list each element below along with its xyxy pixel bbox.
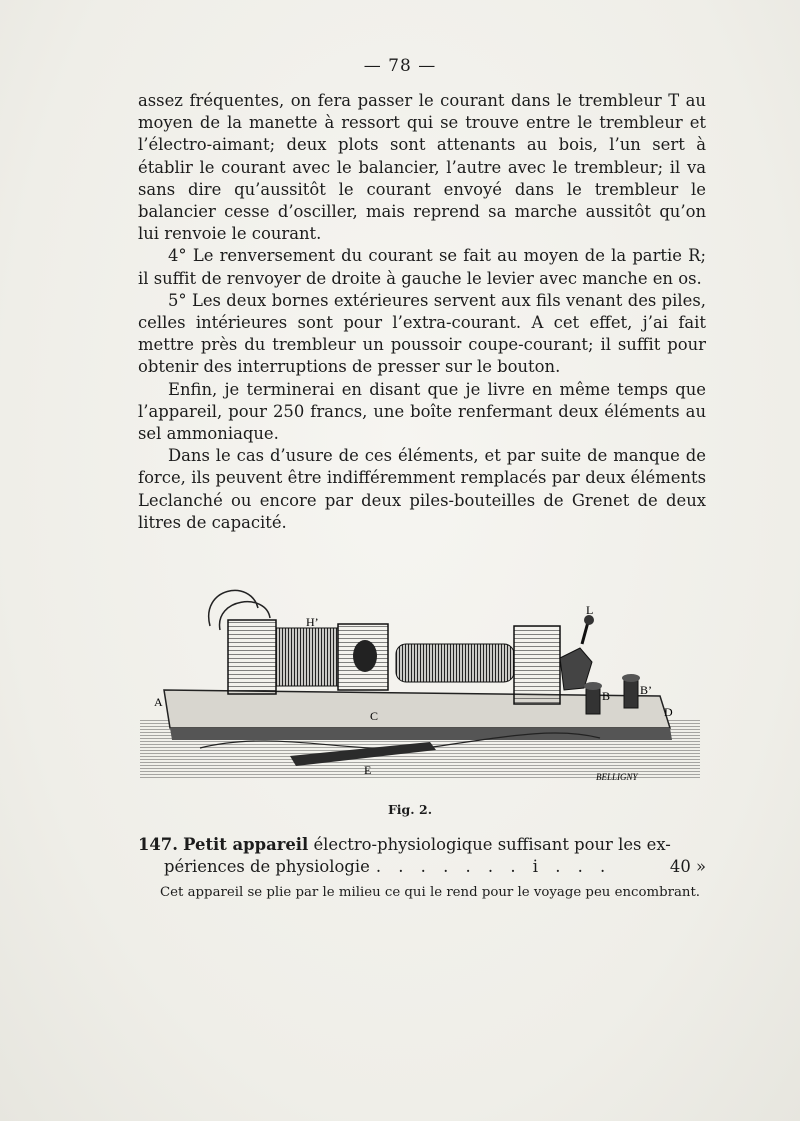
label-d: D — [664, 705, 673, 719]
terminal-b-top — [584, 682, 602, 690]
page-number: — 78 — — [363, 56, 437, 76]
left-block — [228, 620, 276, 694]
paragraph-5: Dans le cas d’usure de ces éléments, et par suite de manque de force, ils peuvent être indifféremment remplacés par deux éléments Leclanché ou encore par deux piles-bouteilles de Grenet de deux litres de capacité. — [138, 446, 706, 532]
entry-line-2 — [138, 856, 706, 878]
label-a: A — [154, 695, 163, 709]
label-c: C — [370, 709, 379, 723]
body-text — [138, 90, 706, 534]
entry-note: Cet appareil se plie par le milieu ce qui le rend pour le voyage peu encombrant. — [160, 885, 701, 900]
left-coil — [276, 628, 338, 686]
entry-number: 147. — [138, 835, 178, 854]
entry-title-cont: périences de physiologie — [164, 857, 370, 876]
label-b-prime: B’ — [640, 683, 652, 697]
base-edge — [170, 728, 672, 740]
apparatus-illustration — [140, 578, 700, 790]
apparatus-engraving — [140, 578, 700, 790]
paragraph-2: 4° Le renversement du courant se fait au moyen de la partie R; il suffit de renvoyer de droite à gauche le levier avec manche en os. — [138, 246, 706, 288]
right-block — [514, 626, 560, 704]
label-e: E — [364, 763, 372, 777]
lever — [582, 622, 588, 644]
paragraph-3: 5° Les deux bornes extérieures servent aux fils venant des piles, celles intérieures sont pour l’extra-courant. A cet effet, j’ai fait mettre près du trembleur un poussoir coupe-courant; il suffit pour obtenir des interruptions de presser sur le bouton. — [138, 290, 706, 377]
entry-price: 40 » — [669, 857, 706, 876]
label-b: B — [602, 689, 611, 703]
entry-line-1 — [138, 834, 706, 856]
entry-title-rest: électro-physiologique suffisant pour les ex- — [313, 835, 671, 854]
paragraph-4: Enfin, je terminerai en disant que je livre en même temps que l’appareil, pour 250 francs, une boîte renfermant deux éléments au sel ammoniaque. — [138, 379, 706, 444]
terminal-b — [586, 686, 600, 714]
catalog-entry — [138, 834, 706, 901]
paragraph-1: assez fréquentes, on fera passer le courant dans le trembleur T au moyen de la manette à ressort qui se trouve entre le trembleur et l’électro-aimant; deux plots sont attenants au bois, l’un sert à établir le courant avec le balancier, l’autre avec le trembleur; il va sans dire qu’aussitôt le courant envoyé dans le trembleur le balancier cesse d’osciller, mais reprend sa marche aussitôt qu’on lui renvoie le courant. — [138, 91, 706, 244]
label-h-prime: H’ — [306, 615, 319, 629]
entry-leader-dots: . . . . . . . i . . . — [375, 857, 612, 876]
engraver-signature: BELLIGNY — [596, 772, 638, 782]
terminal-b-prime — [624, 678, 638, 708]
label-l: L — [586, 603, 594, 617]
figure-caption: Fig. 2. — [387, 802, 433, 817]
entry-title: Petit appareil — [183, 835, 309, 854]
middle-block-hole — [353, 640, 377, 672]
right-coil — [396, 644, 514, 682]
terminal-b-prime-top — [622, 674, 640, 682]
